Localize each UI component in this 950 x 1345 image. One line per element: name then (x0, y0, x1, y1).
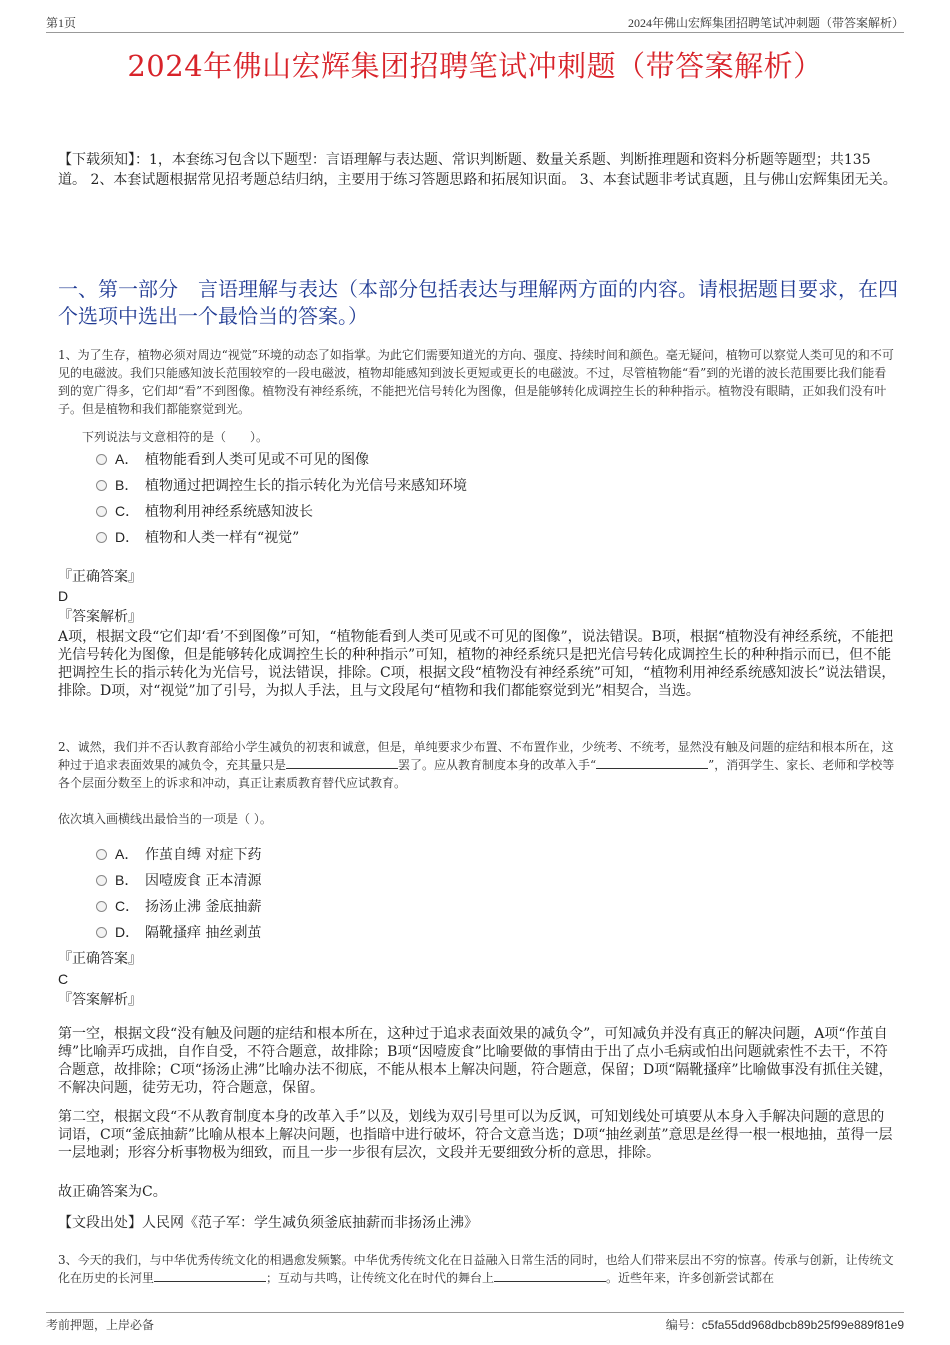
page-number: 第1页 (46, 16, 77, 30)
correct-answer-label: 『正确答案』 (58, 569, 142, 585)
radio-button-icon[interactable] (96, 532, 107, 543)
q2-analysis-p3: 故正确答案为C。 (58, 1184, 167, 1200)
q2-answer: C (58, 971, 69, 987)
q1-option-a[interactable]: A． 植物能看到人类可见或不可见的图像 (96, 449, 369, 470)
question-2-text: 2、诚然，我们并不否认教育部给小学生减负的初衷和诚意，但是，单纯要求少布置、不布置作业，少统考、不统考，显然没有触及问题的症结和根本所在，这种过于追求表面效果的减负令，充其量只是 罢了。应从教育制度本身的改革入手“ ”，消弭学生、家长、老师和学校等各个层面分数至上的诉求和冲动，真正让素质教育替代应试教育。 (58, 740, 895, 790)
fill-blank (494, 1269, 606, 1282)
footer-code: 编号：c5fa55dd968dbcb89b25f99e889f81e9 (665, 1318, 904, 1332)
page-header (46, 12, 904, 33)
radio-button-icon[interactable] (96, 506, 107, 517)
q1-option-b[interactable]: B． 植物通过把调控生长的指示转化为光信号来感知环境 (96, 475, 467, 496)
question-1-text: 1、为了生存，植物必须对周边“视觉”环境的动态了如指掌。为此它们需要知道光的方向、强度、持续时间和颜色。毫无疑问，植物可以察觉人类可见的和不可见的电磁波。我们只能感知波长范围较窄的一段电磁波，植物却能感知到波长更短或更长的电磁波。不过，尽管植物能“看”到的光谱的波长范围要比我们能看到的宽广得多，它们却“看”不到图像。植物没有神经系统，不能把光信号转化为图像，但是能够转化成调控生长的种种指示。植物没有眼睛，正如我们没有叶子。但是植物和我们都能察觉到光。 (58, 348, 894, 416)
correct-answer-label: 『正确答案』 (58, 951, 142, 967)
fill-blank (286, 756, 398, 769)
analysis-label: 『答案解析』 (58, 609, 142, 625)
radio-button-icon[interactable] (96, 875, 107, 886)
q2-source: 【文段出处】人民网《范子军：学生减负须釜底抽薪而非扬汤止沸》 (58, 1215, 478, 1231)
section-heading: 一、第一部分 言语理解与表达（本部分包括表达与理解两方面的内容。请根据题目要求，在四个选项中选出一个最恰当的答案。） (58, 277, 898, 328)
q2-option-a[interactable]: A． 作茧自缚 对症下药 (96, 844, 261, 865)
radio-button-icon[interactable] (96, 849, 107, 860)
question-2-stem: 依次填入画横线出最恰当的一项是（ ）。 (58, 812, 272, 826)
fill-blank (154, 1269, 266, 1282)
q1-option-c[interactable]: C． 植物利用神经系统感知波长 (96, 501, 313, 522)
page-title: 2024年佛山宏辉集团招聘笔试冲刺题（带答案解析） (127, 49, 823, 83)
question-3-text: 3、今天的我们，与中华优秀传统文化的相遇愈发频繁。中华优秀传统文化在日益融入日常生活的同时，也给人们带来层出不穷的惊喜。传承与创新，让传统文化在历史的长河里 ；互动与共鸣，让传统文化在时代的舞台上 。近些年来，许多创新尝试都在 (58, 1253, 894, 1285)
fill-blank (596, 756, 708, 769)
q1-analysis: A项，根据文段“它们却‘看’不到图像”可知，“植物能看到人类可见或不可见的图像”，说法错误。B项，根据“植物没有神经系统，不能把光信号转化为图像，但是能够转化成调控生长的种种指示”可知，植物的神经系统只是把光信号转化成调控生长的种种指示而已，但不能把调控生长的指示转化为光信号，说法错误，排除。C项，根据文段“植物没有神经系统”可知，“植物利用神经系统感知波长”说法错误，排除。D项，对“视觉”加了引号，为拟人手法，且与文段尾句“植物和我们都能察觉到光”相契合，当选。 (58, 629, 896, 699)
radio-button-icon[interactable] (96, 927, 107, 938)
q2-analysis-p2: 第二空，根据文段“不从教育制度本身的改革入手”以及，划线为双引号里可以为反讽，可知划线处可填要从本身入手解决问题的意思的词语，C项“釜底抽薪”比喻从根本上解决问题，也指暗中进行破坏，符合文意当选；D项“抽丝剥茧”意思是丝得一根一根地抽，茧得一层一层地剥；形容分析事物极为细致，而且一步一步很有层次，文段并无要细致分析的意思，排除。 (58, 1109, 893, 1161)
q2-analysis-p1: 第一空，根据文段“没有触及问题的症结和根本所在，这种过于追求表面效果的减负令”，可知减负并没有真正的解决问题，A项“作茧自缚”比喻弄巧成拙，自作自受，不符合题意，故排除；B项“因噎废食”比喻要做的事情由于出了点小毛病或怕出问题就索性不去干，不符合题意，故排除；C项“扬汤止沸”比喻办法不彻底，不能从根本上解决问题，符合题意，保留；D项“隔靴搔痒”比喻做事没有抓住关键，不解决问题，徒劳无功，符合题意，保留。 (58, 1026, 893, 1096)
download-notice: 【下载须知】：1，本套练习包含以下题型：言语理解与表达题、常识判断题、数量关系题、判断推理题和资料分析题等题型；共135道。 2、本套试题根据常见招考题总结归纳，主要用于练习答题思路和拓展知识面。 3、本套试题非考试真题，且与佛山宏辉集团无关。 (58, 152, 897, 188)
q2-option-c[interactable]: C． 扬汤止沸 釜底抽薪 (96, 896, 261, 917)
q1-answer: D (58, 588, 69, 604)
analysis-label: 『答案解析』 (58, 992, 142, 1008)
q2-option-b[interactable]: B． 因噎废食 正本清源 (96, 870, 261, 891)
radio-button-icon[interactable] (96, 480, 107, 491)
radio-button-icon[interactable] (96, 901, 107, 912)
radio-button-icon[interactable] (96, 454, 107, 465)
header-doc-title: 2024年佛山宏辉集团招聘笔试冲刺题（带答案解析） (627, 16, 904, 30)
footer-slogan: 考前押题，上岸必备 (46, 1318, 155, 1332)
q2-option-d[interactable]: D． 隔靴搔痒 抽丝剥茧 (96, 922, 261, 943)
question-1-stem: 下列说法与文意相符的是（ ）。 (82, 430, 269, 444)
page-footer (46, 1312, 904, 1335)
q1-option-d[interactable]: D． 植物和人类一样有“视觉” (96, 527, 299, 548)
